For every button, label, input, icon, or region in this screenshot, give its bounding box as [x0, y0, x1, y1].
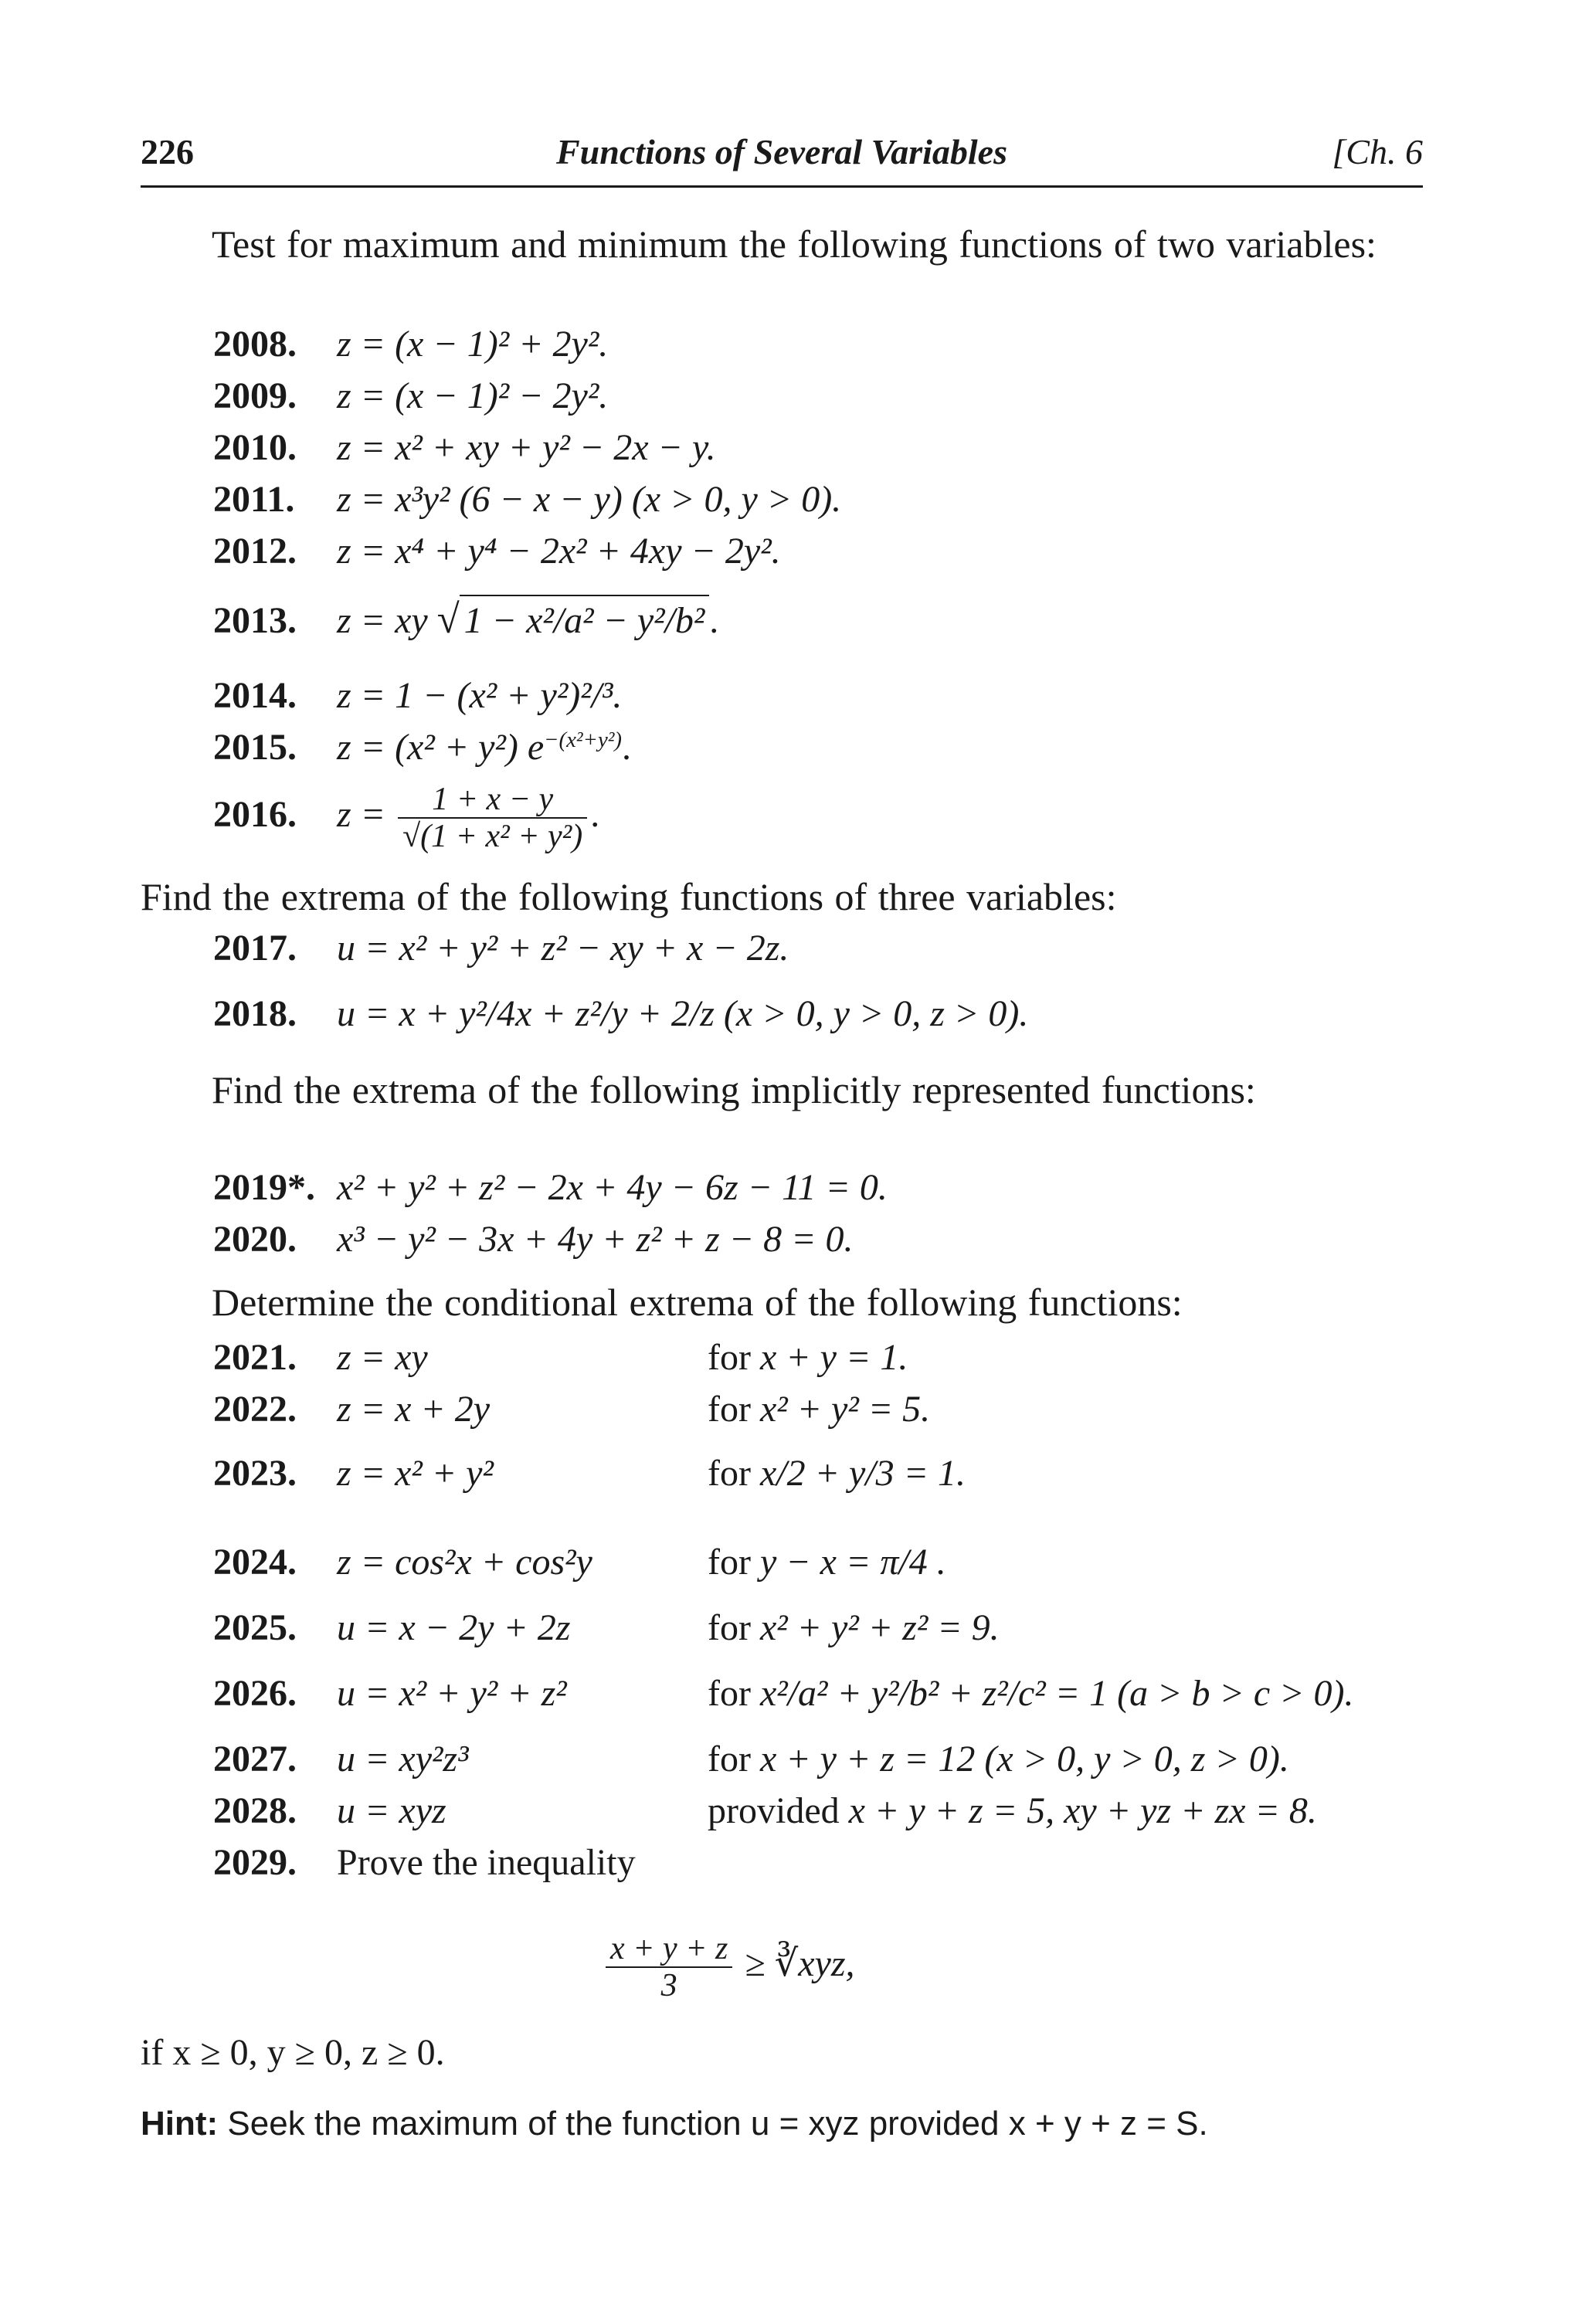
fraction: [398, 782, 587, 854]
intro-three-variables: Find the extrema of the following functions of three variables:: [141, 875, 1117, 918]
hint: [141, 2105, 1208, 2143]
hint-text: Seek the maximum of the function u = xyz provided x + y + z = S.: [227, 2105, 1208, 2142]
radical-sign: √: [436, 597, 460, 642]
problem-2017: 2017. u = x² + y² + z² − xy + x − 2z.: [213, 928, 789, 969]
inequality-denominator: 3: [660, 1968, 677, 2004]
chapter-label: [Ch. 6: [1332, 132, 1423, 171]
denominator: √(1 + x² + y²): [402, 819, 583, 855]
problem-2028: 2028. u = xyz provided x + y + z = 5, xy + yz + zx = 8.: [213, 1790, 1317, 1831]
problem-2023: 2023. z = x² + y² for x/2 + y/3 = 1.: [213, 1453, 966, 1494]
problem-2020: 2020. x³ − y² − 3x + 4y + z² + z − 8 = 0.: [213, 1219, 854, 1260]
problem-2021: 2021. z = xy for x + y = 1.: [213, 1337, 908, 1378]
numerator: 1 + x − y: [398, 782, 587, 819]
exponent: −(x²+y²): [544, 728, 622, 753]
intro-two-variables: Test for maximum and minimum the following functions of two variables:: [212, 222, 1377, 266]
problem-2024: 2024. z = cos²x + cos²y for y − x = π/4 .: [213, 1542, 946, 1583]
hint-label: Hint:: [141, 2105, 219, 2142]
problem-2018: 2018. u = x + y²/4x + z²/y + 2/z (x > 0, y > 0, z > 0).: [213, 993, 1029, 1034]
problem-2009: 2009. z = (x − 1)² − 2y².: [213, 375, 609, 416]
radicand: 1 − x²/a² − y²/b²: [460, 595, 710, 642]
problem-2014: 2014. z = 1 − (x² + y²)²/³.: [213, 675, 623, 716]
inequality-rhs: ≥ ∛xyz,: [745, 1943, 855, 1985]
problem-2025: 2025. u = x − 2y + 2z for x² + y² + z² = 9.: [213, 1607, 1000, 1648]
inequality-fraction: [606, 1931, 732, 2003]
problem-2008: 2008. z = (x − 1)² + 2y².: [213, 324, 609, 365]
problem-2010: 2010. z = x² + xy + y² − 2x − y.: [213, 427, 716, 468]
inequality: [603, 1931, 855, 2003]
inequality-numerator: x + y + z: [606, 1931, 732, 1968]
problem-2022: 2022. z = x + 2y for x² + y² = 5.: [213, 1389, 931, 1430]
if-condition: if x ≥ 0, y ≥ 0, z ≥ 0.: [141, 2032, 445, 2073]
problem-2019: 2019*. x² + y² + z² − 2x + 4y − 6z − 11 = 0.: [213, 1167, 888, 1208]
page-header: [141, 131, 1423, 188]
problem-2029: 2029. Prove the inequality: [213, 1842, 636, 1883]
problem-2016: 2016. z = $\frac{1 + x - y}{\text{√(1 + x² + y²)}}$ .: [213, 782, 600, 855]
problem-2012: 2012. z = x⁴ + y⁴ − 2x² + 4xy − 2y².: [213, 531, 781, 572]
problem-2027: 2027. u = xy²z³ for x + y + z = 12 (x > 0, y > 0, z > 0).: [213, 1739, 1289, 1779]
intro-conditional: Determine the conditional extrema of the following functions:: [212, 1281, 1183, 1324]
problem-2015: 2015. z = (x² + y²) $e^{-(x^2+y^2)}$.: [213, 727, 631, 768]
problem-2011: 2011. z = x³y² (6 − x − y) (x > 0, y > 0).: [213, 479, 842, 520]
problem-2026: 2026. u = x² + y² + z² for x²/a² + y²/b² + z²/c² = 1 (a > b > c > 0).: [213, 1673, 1354, 1714]
problem-2013: 2013. z = xy √ 1 − x²/a² − y²/b² .: [213, 595, 718, 643]
page-number: 226: [141, 132, 194, 171]
running-title: Functions of Several Variables: [555, 132, 1007, 171]
intro-implicit: Find the extrema of the following implicitly represented functions:: [212, 1068, 1256, 1111]
